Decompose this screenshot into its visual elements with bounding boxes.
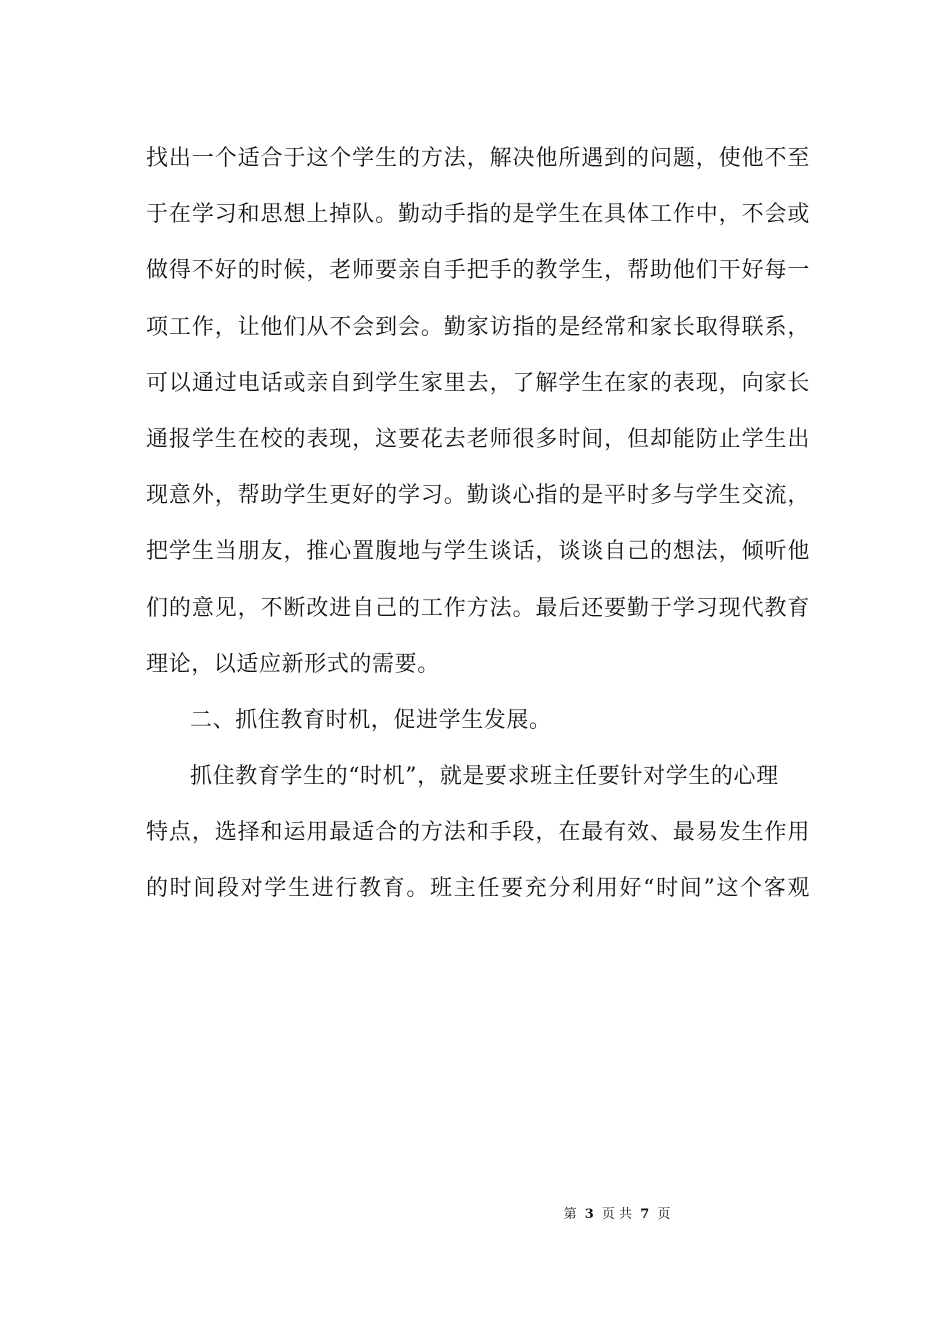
text-line-paragraph-start: 抓住教育学生的“时机”，就是要求班主任要针对学生的心理 <box>190 764 779 790</box>
current-page-number: 3 <box>584 1207 594 1222</box>
total-pages-number: 7 <box>640 1207 650 1222</box>
section-heading: 二、抓住教育时机，促进学生发展。 <box>190 707 552 733</box>
text-line: 把学生当朋友，推心置腹地与学生谈话，谈谈自己的想法，倾听他 <box>146 539 810 565</box>
footer-prefix: 第 <box>563 1207 577 1222</box>
text-line: 找出一个适合于这个学生的方法，解决他所遇到的问题，使他不至 <box>146 146 810 171</box>
text-line: 可以通过电话或亲自到学生家里去，了解学生在家的表现，向家长 <box>146 370 810 396</box>
footer-middle: 页 共 <box>601 1207 633 1222</box>
text-line: 通报学生在校的表现，这要花去老师很多时间，但却能防止学生出 <box>146 426 810 452</box>
body-text <box>146 131 810 918</box>
text-line: 特点，选择和运用最适合的方法和手段，在最有效、最易发生作用 <box>146 820 810 846</box>
text-line: 现意外，帮助学生更好的学习。勤谈心指的是平时多与学生交流， <box>146 483 810 509</box>
text-line: 们的意见，不断改进自己的工作方法。最后还要勤于学习现代教育 <box>146 595 810 621</box>
text-line: 做得不好的时候，老师要亲自手把手的教学生，帮助他们干好每一 <box>146 258 810 284</box>
text-line: 于在学习和思想上掉队。勤动手指的是学生在具体工作中，不会或 <box>146 202 810 228</box>
text-line: 的时间段对学生进行教育。班主任要充分利用好“时间”这个客观 <box>146 876 810 902</box>
page-footer <box>0 1205 950 1225</box>
footer-suffix: 页 <box>657 1207 671 1222</box>
text-line: 项工作，让他们从不会到会。勤家访指的是经常和家长取得联系， <box>146 314 810 340</box>
text-line-paragraph-end: 理论，以适应新形式的需要。 <box>146 651 440 677</box>
